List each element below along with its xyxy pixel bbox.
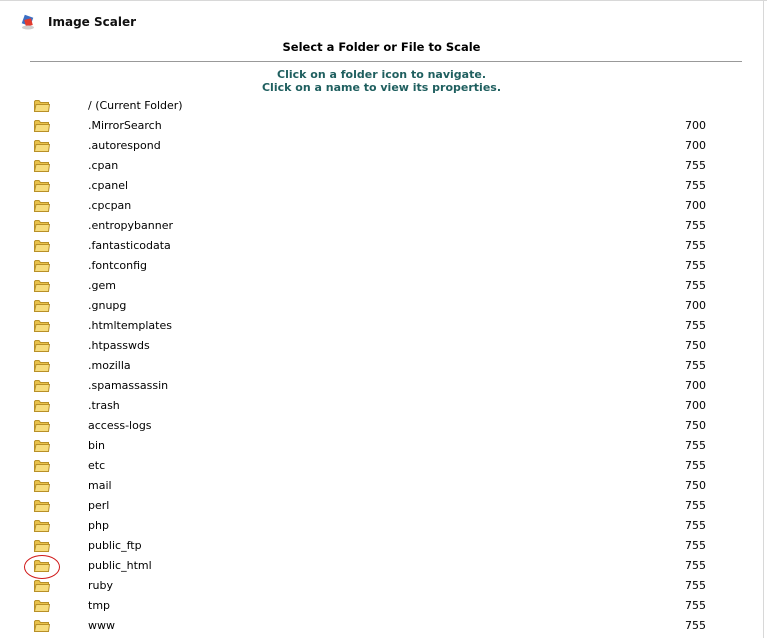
folder-name-link[interactable]: .cpanel — [88, 179, 129, 192]
permission-value: 750 — [685, 479, 706, 492]
folder-name-link[interactable]: .fontconfig — [88, 259, 148, 272]
file-row — [0, 476, 763, 496]
folder-name-link[interactable]: tmp — [88, 599, 111, 612]
permission-value: 755 — [685, 259, 706, 272]
permission-value: 750 — [685, 339, 706, 352]
file-row — [0, 456, 763, 476]
folder-icon[interactable] — [34, 499, 50, 512]
instruction-navigate: Click on a folder icon to navigate. — [277, 68, 486, 81]
file-row — [0, 436, 763, 456]
file-row — [0, 316, 763, 336]
permission-value: 755 — [685, 499, 706, 512]
permission-value: 755 — [685, 319, 706, 332]
folder-icon[interactable] — [34, 519, 50, 532]
permission-value: 700 — [685, 139, 706, 152]
file-row — [0, 536, 763, 556]
folder-name-link[interactable]: .MirrorSearch — [88, 119, 162, 132]
folder-icon[interactable] — [34, 479, 50, 492]
folder-name-link[interactable]: ruby — [88, 579, 113, 592]
file-row — [0, 196, 763, 216]
permission-value: 700 — [685, 119, 706, 132]
permission-value: 750 — [685, 419, 706, 432]
permission-value: 755 — [685, 559, 706, 572]
folder-name-link[interactable]: .mozilla — [88, 359, 131, 372]
permission-value: 700 — [685, 379, 706, 392]
folder-icon[interactable] — [34, 199, 50, 212]
folder-icon[interactable] — [34, 239, 50, 252]
file-row — [0, 496, 763, 516]
permission-value: 755 — [685, 219, 706, 232]
folder-name-link[interactable]: .cpcpan — [88, 199, 132, 212]
folder-name-link[interactable]: .autorespond — [88, 139, 161, 152]
window-right-border — [763, 0, 764, 638]
folder-icon[interactable] — [34, 379, 50, 392]
folder-icon[interactable] — [34, 619, 50, 632]
folder-name-link[interactable]: .gem — [88, 279, 116, 292]
permission-value: 700 — [685, 399, 706, 412]
folder-name-link[interactable]: public_ftp — [88, 539, 142, 552]
folder-icon[interactable] — [34, 359, 50, 372]
file-row — [0, 516, 763, 536]
instruction-properties: Click on a name to view its properties. — [261, 81, 502, 94]
file-row — [0, 296, 763, 316]
file-row — [0, 416, 763, 436]
folder-name-link[interactable]: .entropybanner — [88, 219, 174, 232]
file-row — [0, 96, 763, 116]
file-row — [0, 556, 763, 576]
folder-name-link[interactable]: .spamassassin — [88, 379, 169, 392]
folder-icon[interactable] — [34, 459, 50, 472]
permission-value: 755 — [685, 619, 706, 632]
file-list — [0, 96, 763, 636]
instructions — [0, 68, 763, 94]
file-row — [0, 376, 763, 396]
permission-value: 755 — [685, 439, 706, 452]
folder-icon[interactable] — [34, 259, 50, 272]
folder-name-link[interactable]: etc — [88, 459, 106, 472]
folder-icon[interactable] — [34, 319, 50, 332]
permission-value: 700 — [685, 299, 706, 312]
folder-name-link[interactable]: access-logs — [88, 419, 152, 432]
folder-name-link[interactable]: .cpan — [88, 159, 119, 172]
folder-name-link[interactable]: / (Current Folder) — [88, 99, 183, 112]
file-row — [0, 336, 763, 356]
permission-value: 755 — [685, 239, 706, 252]
folder-icon[interactable] — [34, 139, 50, 152]
folder-name-link[interactable]: www — [88, 619, 115, 632]
file-row — [0, 576, 763, 596]
permission-value: 755 — [685, 179, 706, 192]
file-row — [0, 356, 763, 376]
divider — [30, 61, 742, 62]
file-row — [0, 596, 763, 616]
permission-value: 755 — [685, 359, 706, 372]
file-row — [0, 256, 763, 276]
permission-value: 700 — [685, 199, 706, 212]
folder-icon[interactable] — [34, 159, 50, 172]
folder-name-link[interactable]: php — [88, 519, 109, 532]
permission-value: 755 — [685, 159, 706, 172]
folder-name-link[interactable]: .gnupg — [88, 299, 127, 312]
file-row — [0, 176, 763, 196]
folder-name-link[interactable]: perl — [88, 499, 110, 512]
folder-name-link[interactable]: .fantasticodata — [88, 239, 171, 252]
folder-icon[interactable] — [34, 439, 50, 452]
folder-icon[interactable] — [34, 179, 50, 192]
file-row — [0, 276, 763, 296]
permission-value: 755 — [685, 579, 706, 592]
file-row — [0, 156, 763, 176]
title-bar — [20, 12, 136, 32]
permission-value: 755 — [685, 459, 706, 472]
file-row — [0, 116, 763, 136]
folder-name-link[interactable]: .trash — [88, 399, 120, 412]
folder-icon[interactable] — [34, 119, 50, 132]
permission-value: 755 — [685, 279, 706, 292]
image-scaler-app-icon — [20, 14, 36, 30]
folder-icon[interactable] — [34, 399, 50, 412]
folder-icon[interactable] — [34, 99, 50, 112]
permission-value: 755 — [685, 599, 706, 612]
folder-name-link[interactable]: bin — [88, 439, 106, 452]
folder-icon[interactable] — [34, 539, 50, 552]
folder-icon[interactable] — [34, 299, 50, 312]
folder-icon[interactable] — [34, 419, 50, 432]
folder-icon[interactable] — [34, 599, 50, 612]
file-row — [0, 216, 763, 236]
file-row — [0, 236, 763, 256]
file-row — [0, 136, 763, 156]
folder-name-link[interactable]: mail — [88, 479, 112, 492]
folder-icon[interactable] — [34, 219, 50, 232]
folder-name-link[interactable]: .htpasswds — [88, 339, 150, 352]
folder-icon[interactable] — [34, 579, 50, 592]
page-heading: Select a Folder or File to Scale — [282, 40, 481, 54]
app-title: Image Scaler — [48, 15, 136, 29]
permission-value: 755 — [685, 519, 706, 532]
folder-name-link[interactable]: .htmltemplates — [88, 319, 172, 332]
file-row — [0, 616, 763, 636]
folder-icon[interactable] — [34, 559, 50, 572]
folder-name-link[interactable]: public_html — [88, 559, 152, 572]
file-row — [0, 396, 763, 416]
window-top-border — [0, 0, 767, 1]
folder-icon[interactable] — [34, 339, 50, 352]
folder-icon[interactable] — [34, 279, 50, 292]
permission-value: 755 — [685, 539, 706, 552]
